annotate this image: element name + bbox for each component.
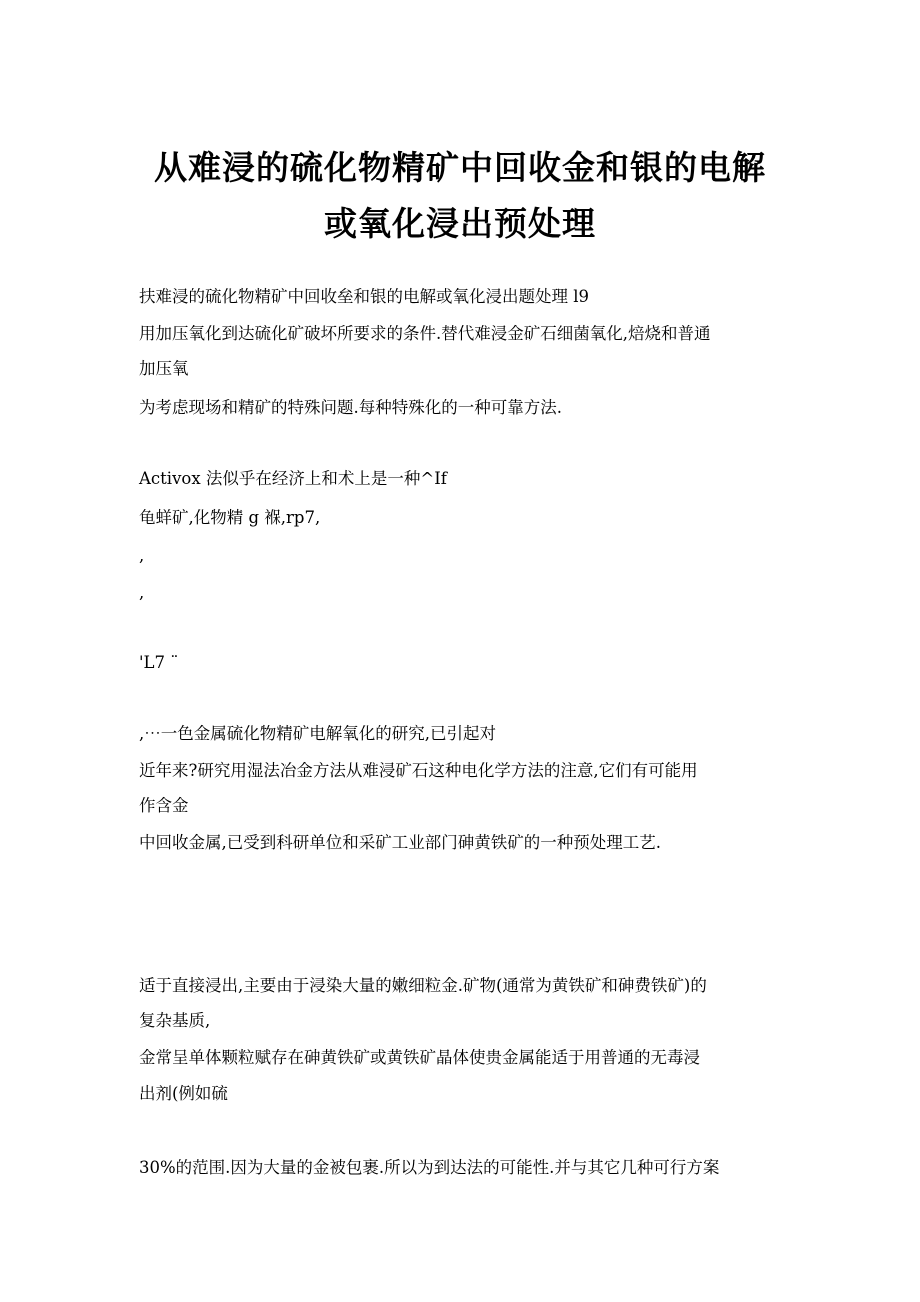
document-title-line-2: 或氧化浸出预处理 (324, 204, 596, 243)
body-line-18: 30%的范围.因为大量的金被包裹.所以为到达法的可能性.并与其它几种可行方案 (139, 1158, 720, 1177)
body-line-5: Activox 法似乎在经济上和术上是一种^If (139, 469, 447, 488)
body-line-9: 'L7 ¨ (139, 653, 179, 672)
body-line-1: 扶难浸的硫化物精矿中回收垒和银的电解或氧化浸出题处理 l9 (139, 287, 590, 306)
body-line-6: 龟蛘矿,化物精 g 褓,rp7, (139, 508, 321, 527)
body-line-16: 金常呈单体颗粒赋存在砷黄铁矿或黄铁矿晶体使贵金属能适于用普通的无毒浸 (139, 1048, 700, 1067)
body-line-14: 适于直接浸出,主要由于浸染大量的嫩细粒金.矿物(通常为黄铁矿和砷费铁矿)的 (139, 976, 707, 995)
body-line-11: 近年来?研究用湿法冶金方法从难浸矿石这种电化学方法的注意,它们有可能用 (139, 761, 698, 780)
body-line-2: 用加压氧化到达硫化矿破坏所要求的条件.替代难浸金矿石细菌氧化,焙烧和普通 (139, 324, 711, 343)
body-line-10: ,⋯一色金属硫化物精矿电解氧化的研究,已引起对 (139, 724, 496, 743)
body-line-13: 中回收金属,已受到科研单位和采矿工业部门砷黄铁矿的一种预处理工艺. (139, 833, 661, 852)
body-line-17: 出剂(例如硫 (139, 1084, 228, 1103)
body-line-12: 作含金 (139, 796, 189, 815)
body-line-7: , (139, 546, 145, 565)
body-line-4: 为考虑现场和精矿的特殊问题.每种特殊化的一种可靠方法. (139, 398, 562, 417)
body-line-3: 加压氧 (139, 359, 189, 378)
body-line-8: , (139, 583, 145, 602)
document-title-line-1: 从难浸的硫化物精矿中回收金和银的电解 (154, 148, 766, 187)
body-line-15: 复杂基质, (139, 1011, 211, 1030)
